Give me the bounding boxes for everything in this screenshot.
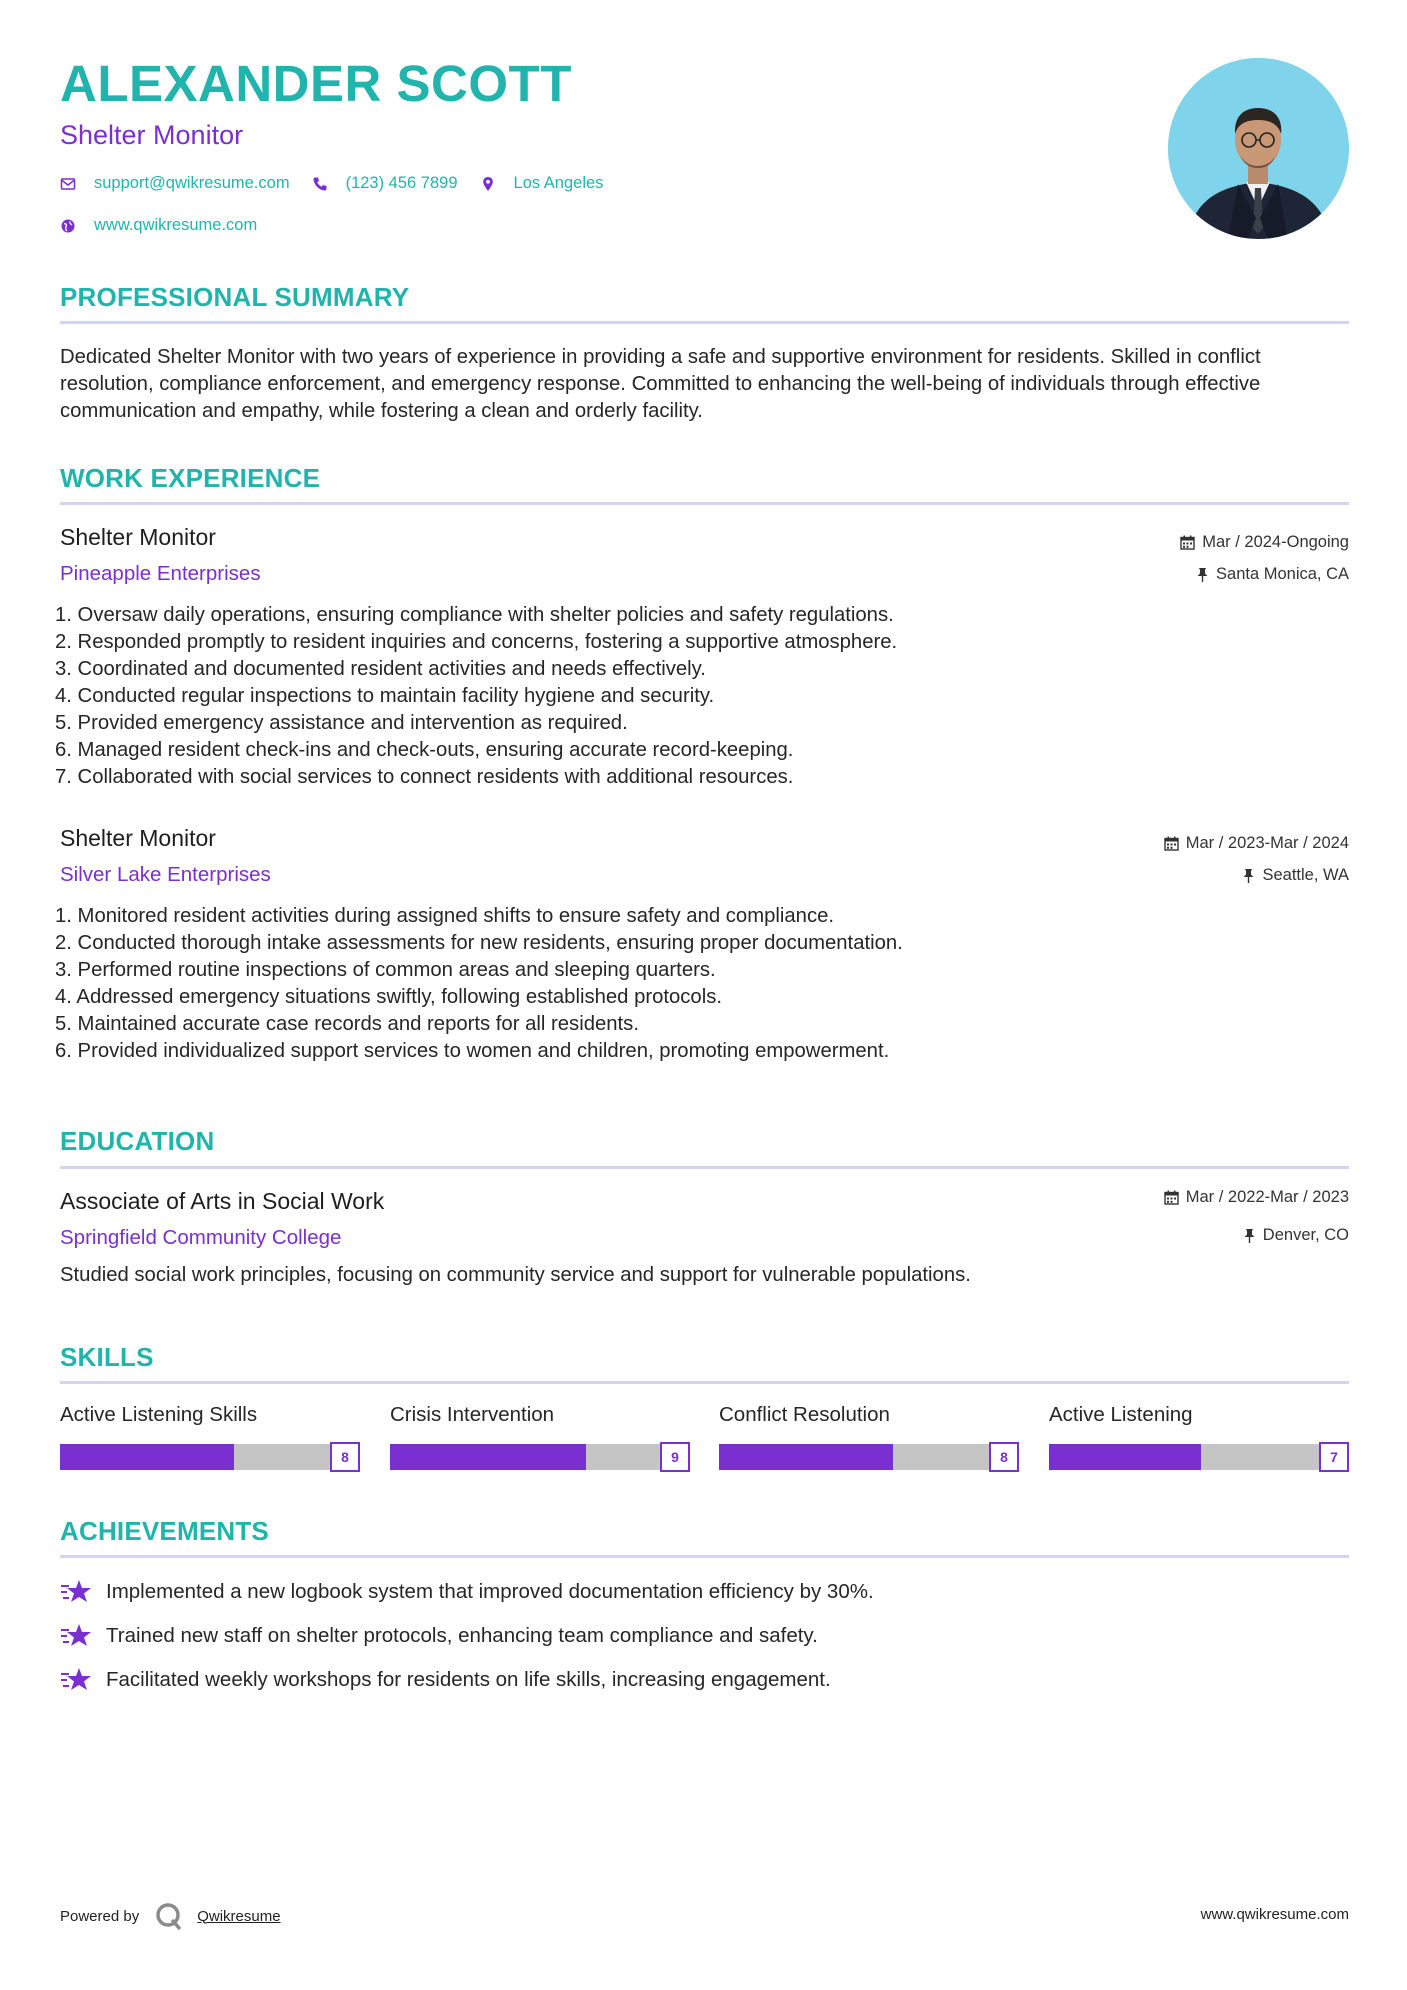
contact-row-secondary — [60, 216, 279, 235]
list-item: 6. Managed resident check-ins and check-outs, ensuring accurate record-keeping. — [55, 739, 794, 761]
star-burst-icon — [60, 1666, 92, 1694]
job-dates — [1180, 533, 1349, 552]
skill-level-badge: 8 — [330, 1442, 360, 1472]
star-burst-icon — [60, 1622, 92, 1650]
phone-icon — [312, 176, 328, 192]
section-divider — [60, 321, 1349, 324]
skill-name: Crisis Intervention — [390, 1403, 555, 1426]
job-dates-text: Mar / 2024-Ongoing — [1202, 533, 1349, 551]
skill-bar-fill — [1049, 1444, 1201, 1470]
list-item: 3. Coordinated and documented resident activities and needs effectively. — [55, 658, 706, 680]
list-item: 4. Addressed emergency situations swiftly, following established protocols. — [55, 986, 722, 1008]
list-item: 5. Maintained accurate case records and reports for all residents. — [55, 1013, 639, 1035]
list-item: 2. Conducted thorough intake assessments for new residents, ensuring proper documentation. — [55, 932, 903, 954]
achievement-text: Facilitated weekly workshops for residents on life skills, increasing engagement. — [106, 1668, 831, 1691]
section-title-summary: PROFESSIONAL SUMMARY — [60, 282, 410, 312]
section-divider — [60, 1381, 1349, 1384]
skill-level-badge: 7 — [1319, 1442, 1349, 1472]
skill-item — [719, 1403, 1019, 1472]
section-title-skills: SKILLS — [60, 1342, 154, 1372]
skill-level-badge: 9 — [660, 1442, 690, 1472]
education-location-text: Denver, CO — [1262, 1226, 1349, 1244]
job-company: Pineapple Enterprises — [60, 562, 261, 585]
list-item: 7. Collaborated with social services to connect residents with additional resources. — [55, 766, 794, 788]
star-burst-icon — [60, 1578, 92, 1606]
powered-by-label: Powered by — [60, 1907, 140, 1925]
list-item: 2. Responded promptly to resident inquiries and concerns, fostering a supportive atmosphere. — [55, 631, 898, 653]
skill-name: Conflict Resolution — [719, 1403, 890, 1426]
footer-url[interactable]: www.qwikresume.com — [1200, 1906, 1349, 1923]
skill-item — [390, 1403, 690, 1472]
profile-photo — [1168, 58, 1349, 239]
education-dates-text: Mar / 2022-Mar / 2023 — [1185, 1188, 1349, 1206]
qwikresume-logo-icon — [153, 1900, 185, 1932]
job-dates — [1164, 834, 1349, 853]
achievement-text: Trained new staff on shelter protocols, enhancing team compliance and safety. — [106, 1624, 818, 1647]
globe-icon — [60, 218, 76, 234]
job-location — [1242, 866, 1349, 885]
list-item: 5. Provided emergency assistance and intervention as required. — [55, 712, 628, 734]
mail-icon — [60, 176, 76, 192]
section-divider — [60, 1166, 1349, 1169]
job-title: Shelter Monitor — [60, 524, 216, 550]
job-company: Silver Lake Enterprises — [60, 863, 271, 886]
job-responsibilities — [55, 602, 897, 791]
job-title: Shelter Monitor — [60, 825, 216, 851]
job-location — [1196, 565, 1349, 584]
achievement-item — [60, 1578, 874, 1606]
candidate-name: ALEXANDER SCOTT — [60, 55, 572, 112]
section-title-education: EDUCATION — [60, 1126, 215, 1156]
summary-text: Dedicated Shelter Monitor with two years of experience in providing a safe and supportive environment for residents. Skilled in conflict resolution, compliance enforcement, and emergency response. Committed to enhancing the well-being of individuals through effective communication and empathy, while fostering a clean and orderly facility. — [60, 346, 1261, 422]
skill-bar-fill — [390, 1444, 586, 1470]
school-name: Springfield Community College — [60, 1226, 342, 1249]
degree-title: Associate of Arts in Social Work — [60, 1188, 385, 1214]
list-item: 1. Oversaw daily operations, ensuring compliance with shelter policies and safety regulations. — [55, 604, 894, 626]
candidate-role: Shelter Monitor — [60, 120, 244, 150]
calendar-icon — [1164, 836, 1179, 851]
list-item: 3. Performed routine inspections of common areas and sleeping quarters. — [55, 959, 716, 981]
list-item: 4. Conducted regular inspections to maintain facility hygiene and security. — [55, 685, 715, 707]
contact-phone[interactable] — [312, 174, 458, 193]
education-location — [1243, 1226, 1349, 1245]
pushpin-icon — [1243, 1228, 1256, 1243]
achievement-text: Implemented a new logbook system that improved documentation efficiency by 30%. — [106, 1580, 874, 1603]
skill-bar — [60, 1442, 360, 1472]
achievement-item — [60, 1622, 818, 1650]
pushpin-icon — [1242, 868, 1255, 883]
list-item: 1. Monitored resident activities during assigned shifts to ensure safety and compliance. — [55, 905, 834, 927]
section-divider — [60, 1555, 1349, 1558]
location-text: Los Angeles — [513, 174, 604, 192]
skill-bar-fill — [60, 1444, 234, 1470]
section-title-experience: WORK EXPERIENCE — [60, 463, 321, 493]
website-text: www.qwikresume.com — [94, 216, 258, 234]
job-responsibilities — [55, 903, 903, 1065]
contact-row-primary — [60, 174, 625, 193]
job-location-text: Seattle, WA — [1262, 866, 1349, 884]
pushpin-icon — [1196, 567, 1209, 582]
contact-location — [480, 174, 604, 193]
skill-bar — [390, 1442, 690, 1472]
education-dates — [1164, 1188, 1349, 1207]
education-description: Studied social work principles, focusing on community service and support for vulnerable populations. — [60, 1264, 971, 1286]
phone-text: (123) 456 7899 — [345, 174, 458, 192]
skill-item — [60, 1403, 360, 1472]
section-divider — [60, 502, 1349, 505]
brand-link[interactable]: Qwikresume — [197, 1907, 281, 1925]
section-title-achievements: ACHIEVEMENTS — [60, 1516, 269, 1546]
list-item: 6. Provided individualized support services to women and children, promoting empowerment. — [55, 1040, 890, 1062]
job-dates-text: Mar / 2023-Mar / 2024 — [1185, 834, 1349, 852]
job-location-text: Santa Monica, CA — [1216, 565, 1349, 583]
skill-bar — [719, 1442, 1019, 1472]
email-text: support@qwikresume.com — [94, 174, 290, 192]
skill-item — [1049, 1403, 1349, 1472]
contact-website[interactable] — [60, 216, 257, 235]
calendar-icon — [1164, 1190, 1179, 1205]
achievement-item — [60, 1666, 831, 1694]
skill-name: Active Listening Skills — [60, 1403, 258, 1426]
skill-name: Active Listening — [1049, 1403, 1193, 1426]
footer-powered-by — [60, 1900, 281, 1932]
contact-email[interactable] — [60, 174, 290, 193]
skill-bar — [1049, 1442, 1349, 1472]
skill-bar-fill — [719, 1444, 893, 1470]
skill-level-badge: 8 — [989, 1442, 1019, 1472]
location-pin-icon — [480, 176, 496, 192]
calendar-icon — [1180, 535, 1195, 550]
person-portrait-icon — [1168, 58, 1349, 239]
